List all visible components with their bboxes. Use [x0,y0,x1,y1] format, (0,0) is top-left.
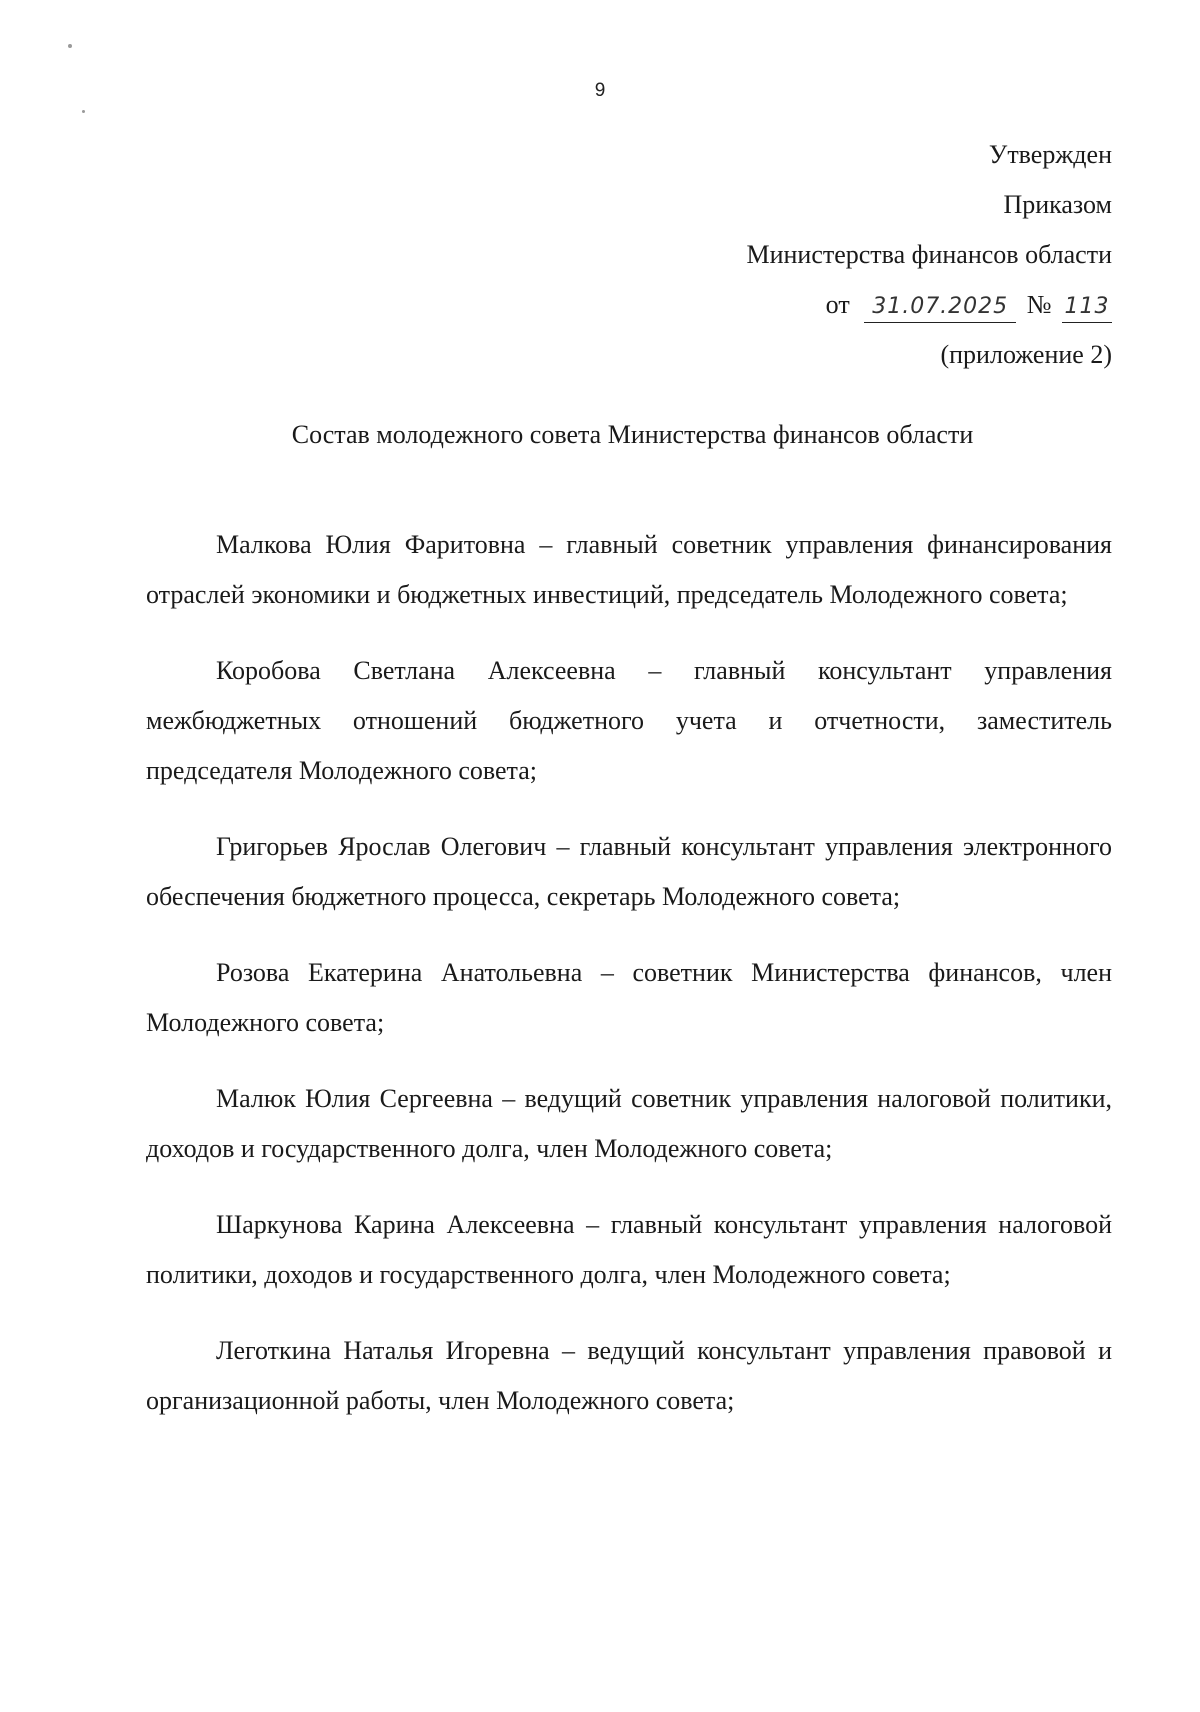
member-entry: Розова Екатерина Анатольевна – советник Министерства финансов, член Молодежного совета; [146,958,1112,1037]
order-date-handwritten: 31.07.2025 [864,292,1016,323]
order-date-number-line [746,280,1112,330]
approval-line-approved: Утвержден [988,140,1112,169]
appendix-label: (приложение 2) [940,340,1112,369]
order-prefix: от [825,290,850,319]
document-title: Состав молодежного совета Министерства финансов области [291,420,974,449]
scan-speck [82,110,85,113]
members-list [146,520,1112,1448]
member-entry: Малюк Юлия Сергеевна – ведущий советник управления налоговой политики, доходов и государственного долга, член Молодежного совета; [146,1084,1112,1163]
page-number: 9 [594,80,606,101]
order-number-label: № [1026,290,1052,319]
approval-line-ministry: Министерства финансов области [746,240,1112,269]
scan-speck [68,44,72,48]
member-entry: Коробова Светлана Алексеевна – главный консультант управления межбюджетных отношений бюджетного учета и отчетности, заместитель председателя Молодежного совета; [146,656,1112,785]
order-number-handwritten: 113 [1062,292,1112,323]
member-entry: Малкова Юлия Фаритовна – главный советник управления финансирования отраслей экономики и бюджетных инвестиций, председатель Молодежного совета; [146,530,1112,609]
approval-line-order: Приказом [1003,190,1112,219]
member-entry: Леготкина Наталья Игоревна – ведущий консультант управления правовой и организационной работы, член Молодежного совета; [146,1336,1112,1415]
approval-block [746,130,1112,380]
member-entry: Григорьев Ярослав Олегович – главный консультант управления электронного обеспечения бюджетного процесса, секретарь Молодежного совета; [146,832,1112,911]
member-entry: Шаркунова Карина Алексеевна – главный консультант управления налоговой политики, доходов и государственного долга, член Молодежного совета; [146,1210,1112,1289]
